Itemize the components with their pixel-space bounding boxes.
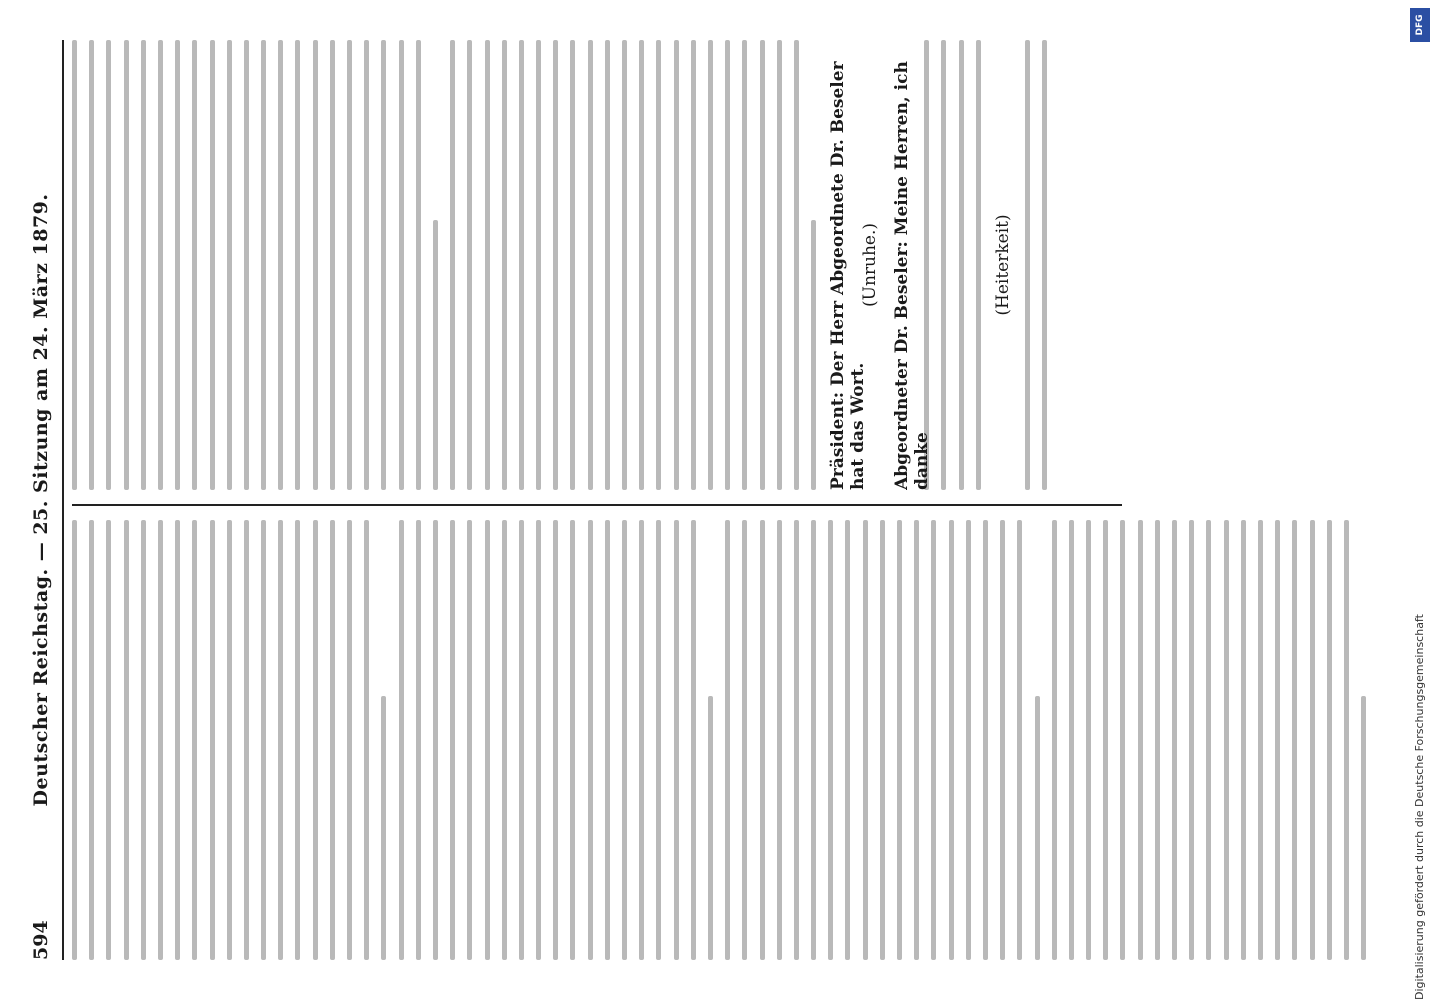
text-line	[1206, 520, 1211, 960]
text-line	[210, 520, 215, 960]
right-column-text-3	[1025, 40, 1047, 490]
text-line	[1052, 520, 1057, 960]
text-line	[897, 520, 902, 960]
left-column	[72, 520, 1374, 960]
text-line	[192, 40, 197, 490]
text-line	[622, 40, 627, 490]
text-line	[467, 40, 472, 490]
text-line	[941, 40, 946, 490]
text-line	[708, 40, 713, 490]
text-line	[1017, 520, 1022, 960]
text-line	[725, 520, 730, 960]
text-line	[674, 40, 679, 490]
text-line	[605, 520, 610, 960]
text-line	[588, 520, 593, 960]
text-line	[691, 40, 696, 490]
text-line	[450, 520, 455, 960]
text-line	[1025, 40, 1030, 490]
text-line	[1224, 520, 1229, 960]
text-line	[124, 40, 129, 490]
text-line	[124, 520, 129, 960]
text-line	[1042, 40, 1047, 490]
text-line	[794, 40, 799, 490]
text-line	[244, 520, 249, 960]
text-line	[1258, 520, 1263, 960]
text-line	[811, 520, 816, 960]
text-line	[656, 520, 661, 960]
text-line	[347, 520, 352, 960]
right-column-text-2	[924, 40, 981, 490]
text-line	[794, 520, 799, 960]
text-line	[1361, 696, 1366, 960]
text-line	[1069, 520, 1074, 960]
text-line	[949, 520, 954, 960]
text-line	[364, 40, 369, 490]
text-line	[777, 520, 782, 960]
text-line	[89, 520, 94, 960]
text-line	[278, 520, 283, 960]
text-line	[863, 520, 868, 960]
text-line	[330, 40, 335, 490]
text-line	[450, 40, 455, 490]
text-line	[295, 520, 300, 960]
text-line	[519, 40, 524, 490]
text-line	[381, 40, 386, 490]
text-line	[399, 40, 404, 490]
text-line	[966, 520, 971, 960]
text-line	[983, 520, 988, 960]
text-line	[313, 40, 318, 490]
text-line	[278, 40, 283, 490]
text-line	[1155, 520, 1160, 960]
text-line	[622, 520, 627, 960]
text-line	[1000, 520, 1005, 960]
text-line	[639, 520, 644, 960]
text-line	[295, 40, 300, 490]
right-column	[72, 40, 1374, 490]
text-line	[760, 40, 765, 490]
text-line	[1292, 520, 1297, 960]
text-line	[742, 40, 747, 490]
text-line	[570, 40, 575, 490]
text-line	[106, 40, 111, 490]
text-line	[691, 520, 696, 960]
text-line	[742, 520, 747, 960]
text-line	[416, 40, 421, 490]
text-line	[914, 520, 919, 960]
text-line	[89, 40, 94, 490]
text-line	[158, 520, 163, 960]
text-line	[536, 40, 541, 490]
text-line	[467, 520, 472, 960]
text-line	[1241, 520, 1246, 960]
text-line	[106, 520, 111, 960]
text-line	[1086, 520, 1091, 960]
text-line	[725, 40, 730, 490]
text-line	[536, 520, 541, 960]
text-line	[639, 40, 644, 490]
dfg-logo: DFG	[1410, 8, 1430, 42]
text-line	[811, 220, 816, 490]
text-line	[588, 40, 593, 490]
page-number: 594	[30, 920, 52, 960]
text-line	[845, 520, 850, 960]
text-line	[1275, 520, 1280, 960]
text-line	[381, 696, 386, 960]
text-line	[1138, 520, 1143, 960]
text-line	[261, 520, 266, 960]
column-divider	[72, 504, 1122, 506]
text-line	[674, 520, 679, 960]
right-column-text	[72, 40, 816, 490]
text-line	[570, 520, 575, 960]
text-line	[158, 40, 163, 490]
text-line	[244, 40, 249, 490]
text-line	[1172, 520, 1177, 960]
text-line	[1035, 696, 1040, 960]
text-line	[433, 220, 438, 490]
text-line	[330, 520, 335, 960]
running-header	[30, 40, 60, 960]
text-line	[605, 40, 610, 490]
text-line	[261, 40, 266, 490]
text-line	[931, 520, 936, 960]
text-line	[959, 40, 964, 490]
text-line	[553, 520, 558, 960]
text-line	[210, 40, 215, 490]
text-line	[1327, 520, 1332, 960]
header-rule	[62, 40, 64, 960]
text-line	[1344, 520, 1349, 960]
text-line	[141, 40, 146, 490]
text-line	[760, 520, 765, 960]
text-line	[227, 520, 232, 960]
beseler-speaker-line: Abgeordneter Dr. Beseler: Meine Herren, ich danke	[892, 61, 933, 490]
text-line	[519, 520, 524, 960]
text-line	[502, 520, 507, 960]
text-line	[880, 520, 885, 960]
running-title: Deutscher Reichstag. — 25. Sitzung am 24. März 1879.	[30, 193, 52, 807]
text-line	[1120, 520, 1125, 960]
text-line	[502, 40, 507, 490]
text-line	[976, 40, 981, 490]
text-line	[485, 520, 490, 960]
laughter-remark: (Heiterkeit)	[993, 214, 1013, 316]
text-line	[1103, 520, 1108, 960]
text-line	[141, 520, 146, 960]
text-line	[72, 520, 77, 960]
president-speaker-line: Präsident: Der Herr Abgeordnete Dr. Beseler hat das Wort.	[828, 61, 869, 490]
text-line	[313, 520, 318, 960]
text-line	[656, 40, 661, 490]
text-line	[72, 40, 77, 490]
text-line	[1310, 520, 1315, 960]
text-line	[175, 40, 180, 490]
text-line	[175, 520, 180, 960]
text-line	[347, 40, 352, 490]
text-line	[192, 520, 197, 960]
text-line	[399, 520, 404, 960]
text-line	[1189, 520, 1194, 960]
text-line	[485, 40, 490, 490]
funding-note-text: Digitalisierung gefördert durch die Deutsche Forschungsgemeinschaft	[1413, 614, 1426, 1000]
text-line	[433, 520, 438, 960]
text-line	[777, 40, 782, 490]
text-line	[553, 40, 558, 490]
text-line	[416, 520, 421, 960]
text-line	[227, 40, 232, 490]
text-line	[924, 40, 929, 490]
text-line	[828, 520, 833, 960]
unrest-remark: (Unruhe.)	[860, 222, 881, 308]
funding-note	[1410, 10, 1430, 1000]
text-line	[364, 520, 369, 960]
text-line	[708, 696, 713, 960]
